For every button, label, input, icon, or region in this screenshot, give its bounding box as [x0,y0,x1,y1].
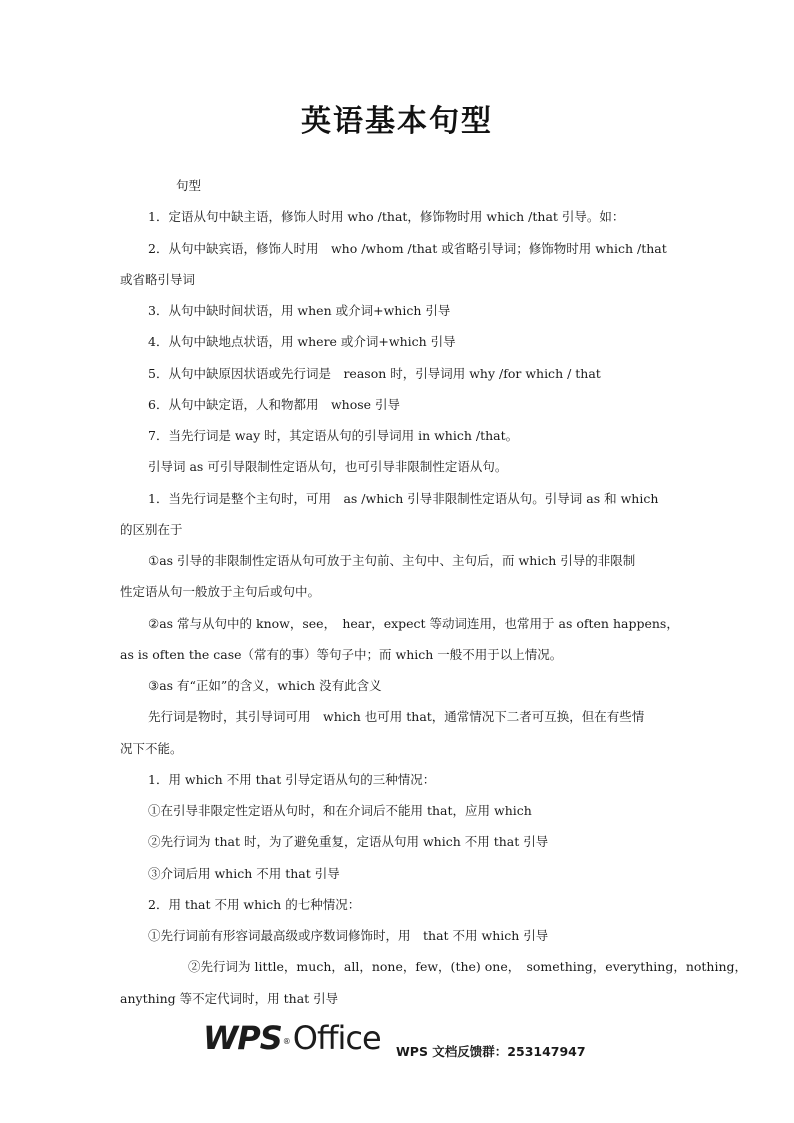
paragraph-line: 先行词是物时，其引导词可用 which 也可用 that，通常情况下二者可互换，但在有些情 [148,709,645,724]
paragraph-line: 引导词 as 可引导限制性定语从句，也可引导非限制性定语从句。 [148,459,508,474]
paragraph-line: 2．用 that 不用 which 的七种情况： [148,897,361,912]
paragraph-line: 1．当先行词是整个主句时，可用 as /which 引导非限制性定语从句。引导词 as 和 which [148,491,659,506]
paragraph-line: 2．从句中缺宾语，修饰人时用 who /whom /that 或省略引导词；修饰物时用 which /that [148,241,667,256]
paragraph-line: ③介词后用 which 不用 that 引导 [148,866,340,881]
paragraph-line: ②as 常与从句中的 know，see， hear，expect 等动词连用，也常用于 as often happens， [148,616,679,631]
paragraph-line: 4．从句中缺地点状语，用 where 或介词+which 引导 [148,334,456,349]
paragraph-line: 1．定语从句中缺主语，修饰人时用 who /that，修饰物时用 which /that 引导。如： [148,209,625,224]
paragraph-line: 5．从句中缺原因状语或先行词是 reason 时，引导词用 why /for which / that [148,366,601,381]
paragraph-line: ②先行词为 that 时，为了避免重复，定语从句用 which 不用 that 引导 [148,834,549,849]
paragraph-line: anything 等不定代词时，用 that 引导 [120,991,339,1006]
logo-wps-text: WPS [203,1019,282,1057]
document-title: 英语基本句型 [301,104,493,139]
paragraph-line: 6．从句中缺定语，人和物都用 whose 引导 [148,397,401,412]
paragraph-line: 3．从句中缺时间状语，用 when 或介词+which 引导 [148,303,451,318]
paragraph-line: 性定语从句一般放于主句后或句中。 [120,584,321,599]
paragraph-line: ①as 引导的非限制性定语从句可放于主句前、主句中、主句后，而 which 引导的非限制 [148,553,636,568]
wps-footer [203,1018,603,1062]
logo-registered-mark: ® [282,1037,291,1046]
paragraph-line: as is often the case（常有的事）等句子中；而 which 一般不用于以上情况。 [120,647,563,662]
paragraph-line: 或省略引导词 [120,272,196,287]
wps-office-logo [203,1018,381,1058]
section-heading: 句型 [176,178,202,193]
paragraph-line: 的区别在于 [120,522,183,537]
feedback-group-text: WPS 文档反馈群：253147947 [396,1044,586,1059]
paragraph-line: 7．当先行词是 way 时，其定语从句的引导词用 in which /that。 [148,428,519,443]
paragraph-line: ①在引导非限定性定语从句时，和在介词后不能用 that，应用 which [148,803,532,818]
paragraph-line: ③as 有“正如”的含义，which 没有此含义 [148,678,382,693]
logo-office-text: Office [292,1019,381,1057]
paragraph-line: ①先行词前有形容词最高级或序数词修饰时，用 that 不用 which 引导 [148,928,549,943]
paragraph-line: 况下不能。 [120,741,183,756]
paragraph-line: 1．用 which 不用 that 引导定语从句的三种情况： [148,772,436,787]
paragraph-line: ②先行词为 little，much，all，none，few，(the) one， something，everything，nothing， [188,959,748,974]
